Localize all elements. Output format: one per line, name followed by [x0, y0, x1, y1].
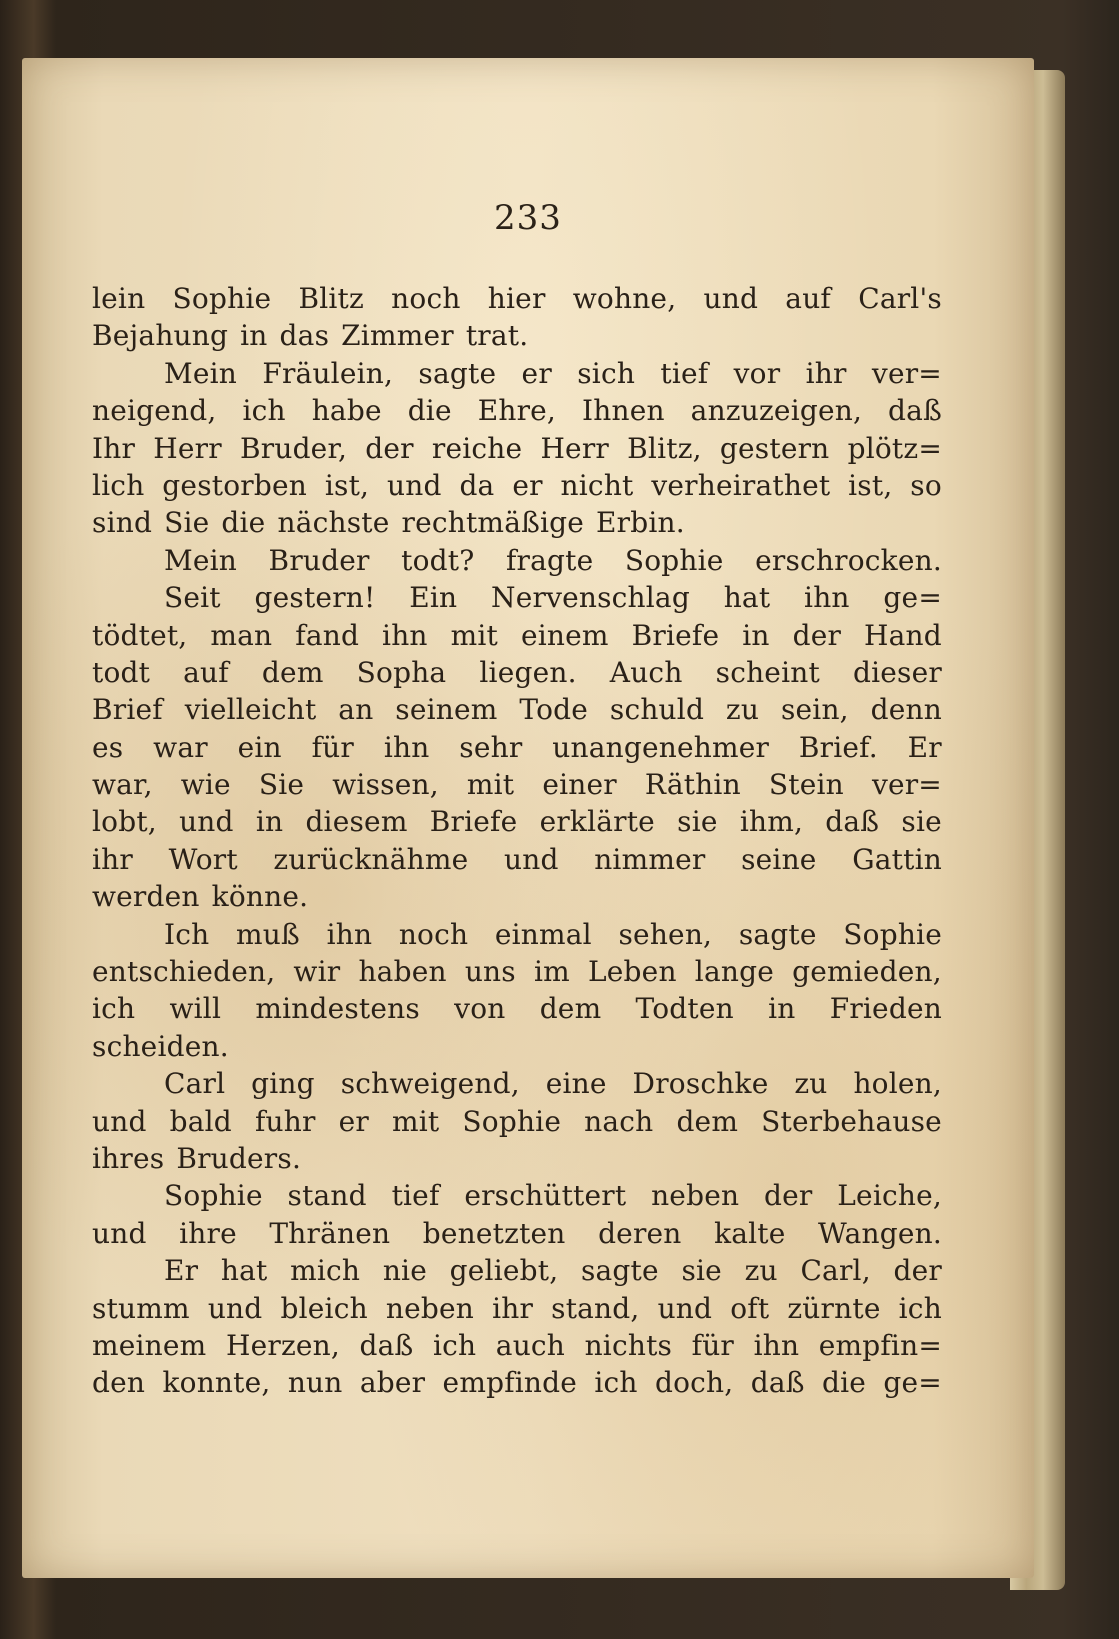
- word: verheirathet: [651, 468, 831, 502]
- word: neben: [651, 1179, 740, 1213]
- text-line: [92, 317, 942, 354]
- word: Ein: [409, 581, 458, 615]
- word: deren: [598, 1216, 682, 1250]
- word: nicht: [560, 468, 634, 502]
- word: sie: [681, 1254, 722, 1288]
- text-line: [92, 691, 942, 728]
- word: mit: [392, 1104, 440, 1138]
- word: benetzten: [422, 1216, 566, 1250]
- word: nichts: [584, 1328, 673, 1362]
- text-line: [92, 1028, 942, 1065]
- word: nun: [287, 1366, 343, 1400]
- word: gestern!: [254, 581, 376, 615]
- word: ihr: [805, 356, 847, 390]
- word: Brief: [92, 693, 163, 727]
- word: daß: [359, 1328, 414, 1362]
- word: Ihr: [92, 431, 136, 465]
- word: Carl,: [800, 1254, 871, 1288]
- word: es: [92, 730, 124, 764]
- word: und: [207, 1291, 263, 1325]
- word: Er: [164, 1254, 199, 1288]
- text-line: [92, 1364, 942, 1401]
- word: und: [503, 842, 559, 876]
- word: Nervenschlag: [491, 581, 690, 615]
- word: plötz=: [847, 431, 942, 465]
- book-page: [22, 58, 1034, 1578]
- text-line: [92, 392, 942, 429]
- word: Herzen,: [225, 1328, 340, 1362]
- word: gestern: [719, 431, 830, 465]
- word: geliebt,: [449, 1254, 559, 1288]
- word: ist,: [848, 468, 893, 502]
- word: ihn: [382, 618, 428, 652]
- word: tief: [391, 1179, 440, 1213]
- word: Carl: [164, 1067, 226, 1101]
- word: er: [512, 468, 543, 502]
- word: nie: [382, 1254, 427, 1288]
- word: Carl's: [858, 282, 942, 315]
- word: in: [255, 805, 284, 839]
- word: kalte: [714, 1216, 786, 1250]
- word: trat.: [465, 319, 529, 353]
- word: erklärte: [539, 805, 655, 839]
- word: ihr: [492, 1291, 534, 1325]
- word: er: [521, 356, 552, 390]
- text-line: [92, 1327, 942, 1364]
- text-line: [92, 1140, 942, 1177]
- word: und: [92, 1104, 147, 1138]
- word: seine: [741, 842, 817, 876]
- word: denn: [870, 693, 942, 727]
- word: Blitz,: [627, 431, 702, 465]
- word: Sophie: [843, 917, 942, 951]
- word: ihn: [753, 1328, 800, 1362]
- word: ihn: [383, 730, 430, 764]
- word: einer: [542, 768, 617, 802]
- word: sie: [677, 805, 718, 839]
- word: Thränen: [269, 1216, 391, 1250]
- word: vor: [733, 356, 781, 390]
- word: dem: [261, 655, 324, 689]
- word: Stein: [768, 768, 844, 802]
- word: das: [279, 319, 330, 353]
- word: lobt,: [92, 805, 157, 839]
- word: Sophie: [624, 543, 724, 577]
- text-line: [92, 579, 942, 616]
- word: Gattin: [852, 842, 942, 876]
- word: Todten: [635, 992, 734, 1026]
- word: empfin=: [818, 1328, 942, 1362]
- text-line: [92, 504, 942, 541]
- word: tief: [660, 356, 709, 390]
- word: lich: [92, 468, 145, 502]
- word: hat: [723, 581, 771, 615]
- word: noch: [398, 917, 469, 951]
- word: uns: [464, 955, 516, 989]
- word: und: [386, 468, 442, 502]
- text-line: [92, 1103, 942, 1140]
- word: dem: [539, 992, 602, 1026]
- text-line: [92, 803, 942, 840]
- word: Sophie: [462, 1104, 562, 1138]
- word: sagte: [580, 1254, 659, 1288]
- word: hier: [487, 282, 546, 315]
- word: Mein: [164, 356, 238, 390]
- word: auch: [495, 1328, 566, 1362]
- word: Bruder,: [239, 431, 348, 465]
- word: wissen,: [332, 768, 439, 802]
- word: Frieden: [829, 992, 942, 1026]
- word: in: [768, 992, 796, 1026]
- word: ver=: [871, 356, 942, 390]
- word: ge=: [883, 1366, 942, 1400]
- word: Zimmer: [341, 319, 454, 353]
- word: konnte,: [162, 1366, 271, 1400]
- word: daß: [888, 394, 942, 428]
- word: die: [407, 394, 452, 428]
- word: neigend,: [92, 394, 217, 428]
- word: ich: [594, 1366, 638, 1400]
- word: ihm,: [739, 805, 804, 839]
- word: seinem: [395, 693, 498, 727]
- word: Leben: [587, 955, 677, 989]
- word: Räthin: [644, 768, 741, 802]
- word: auf: [183, 655, 229, 689]
- word: will: [169, 992, 222, 1026]
- word: oft: [730, 1291, 770, 1325]
- word: mit: [450, 618, 498, 652]
- word: zürnte: [787, 1291, 881, 1325]
- word: dem: [676, 1104, 739, 1138]
- word: Ihnen: [581, 394, 665, 428]
- word: nimmer: [594, 842, 706, 876]
- word: daß: [825, 805, 880, 839]
- text-line: [92, 467, 942, 504]
- word: sein,: [780, 693, 849, 727]
- text-line: [92, 280, 942, 317]
- text-line: [92, 841, 942, 878]
- word: Briefe: [631, 618, 720, 652]
- word: gestorben: [162, 468, 307, 502]
- text-line: [92, 916, 942, 953]
- text-line: [92, 878, 942, 915]
- word: Bruders.: [176, 1141, 302, 1175]
- word: von: [454, 992, 506, 1026]
- word: war,: [92, 768, 153, 802]
- word: wir: [293, 955, 341, 989]
- word: mindestens: [255, 992, 420, 1026]
- word: sehen,: [618, 917, 713, 951]
- word: aber: [359, 1366, 426, 1400]
- word: doch,: [654, 1366, 734, 1400]
- word: mit: [466, 768, 515, 802]
- text-line: [92, 766, 942, 803]
- text-line: [92, 1177, 942, 1214]
- word: und: [179, 805, 234, 839]
- word: zu: [725, 693, 760, 727]
- word: reiche: [431, 431, 523, 465]
- word: anzuzeigen,: [690, 394, 863, 428]
- word: für: [311, 730, 354, 764]
- text-line: [92, 542, 942, 579]
- word: könne.: [211, 880, 309, 914]
- word: sagte: [738, 917, 817, 951]
- word: ging: [251, 1067, 315, 1101]
- word: ein: [237, 730, 282, 764]
- word: stand: [287, 1179, 367, 1213]
- word: ist,: [324, 468, 370, 502]
- word: bleich: [280, 1291, 368, 1325]
- text-line: [92, 355, 942, 392]
- text-line: [92, 654, 942, 691]
- word: und: [92, 1216, 147, 1250]
- word: einem: [520, 618, 609, 652]
- word: nach: [584, 1104, 654, 1138]
- word: Bejahung: [92, 319, 229, 353]
- word: da: [459, 468, 495, 502]
- word: stumm: [92, 1291, 190, 1325]
- word: nächste: [277, 506, 390, 540]
- word: er: [338, 1104, 369, 1138]
- word: sagte: [418, 356, 497, 390]
- word: stand,: [551, 1291, 640, 1325]
- word: für: [691, 1328, 735, 1362]
- text-line: [92, 1290, 942, 1327]
- word: Seit: [164, 581, 221, 615]
- word: todt?: [401, 543, 475, 577]
- word: einmal: [494, 917, 592, 951]
- word: Sophie: [164, 1179, 263, 1213]
- word: Leiche,: [837, 1179, 942, 1213]
- word: Tode: [519, 693, 589, 727]
- word: Sterbehause: [761, 1104, 942, 1138]
- text-line: [92, 729, 942, 766]
- word: neben: [385, 1291, 475, 1325]
- word: Erbin.: [596, 506, 685, 540]
- word: zurücknähme: [273, 842, 469, 876]
- word: Ich: [164, 917, 210, 951]
- word: unangenehmer: [552, 730, 770, 764]
- word: hat: [220, 1254, 268, 1288]
- word: daß: [750, 1366, 805, 1400]
- text-line: [92, 617, 942, 654]
- word: die: [221, 506, 266, 540]
- word: Ehre,: [477, 394, 557, 428]
- word: den: [92, 1366, 146, 1400]
- word: Mein: [164, 543, 238, 577]
- word: ver=: [871, 768, 942, 802]
- word: erschrocken.: [755, 543, 942, 577]
- word: Sopha: [356, 655, 447, 689]
- word: der: [764, 1179, 813, 1213]
- word: empfinde: [442, 1366, 578, 1400]
- word: sind: [92, 506, 153, 540]
- word: ich: [898, 1291, 942, 1325]
- word: holen,: [853, 1067, 942, 1101]
- word: Wort: [168, 842, 238, 876]
- word: im: [533, 955, 570, 989]
- page-text: [92, 280, 942, 1402]
- word: ihre: [179, 1216, 237, 1250]
- word: Er: [907, 730, 942, 764]
- word: rechtmäßige: [401, 506, 585, 540]
- word: Wangen.: [818, 1216, 942, 1250]
- word: erschüttert: [464, 1179, 627, 1213]
- word: wie: [180, 768, 231, 802]
- word: ich: [432, 1328, 477, 1362]
- word: Sie: [258, 768, 305, 802]
- word: habe: [311, 394, 382, 428]
- word: werden: [92, 880, 200, 914]
- text-line: [92, 1065, 942, 1102]
- word: mich: [290, 1254, 361, 1288]
- word: Auch: [609, 655, 683, 689]
- word: noch: [391, 282, 461, 315]
- word: gemieden,: [792, 955, 942, 989]
- word: scheint: [715, 655, 820, 689]
- word: fragte: [505, 543, 594, 577]
- word: zu: [794, 1067, 828, 1101]
- word: sie: [901, 805, 942, 839]
- word: zu: [744, 1254, 778, 1288]
- word: eine: [545, 1067, 607, 1101]
- word: Bruder: [268, 543, 370, 577]
- word: fand: [295, 618, 360, 652]
- word: lein: [92, 282, 146, 315]
- word: bald: [169, 1104, 232, 1138]
- word: der: [893, 1254, 942, 1288]
- word: ihn: [804, 581, 850, 615]
- word: in: [240, 319, 268, 353]
- word: ich: [92, 992, 136, 1026]
- word: die: [821, 1366, 867, 1400]
- word: in: [742, 618, 770, 652]
- word: man: [210, 618, 273, 652]
- word: Blitz: [298, 282, 364, 315]
- word: Briefe: [429, 805, 518, 839]
- text-line: [92, 990, 942, 1027]
- word: liegen.: [479, 655, 577, 689]
- word: dieser: [852, 655, 942, 689]
- word: vielleicht: [184, 693, 317, 727]
- word: auf: [785, 282, 831, 315]
- word: Herr: [153, 431, 222, 465]
- word: sich: [577, 356, 636, 390]
- text-line: [92, 953, 942, 990]
- word: entschieden,: [92, 955, 276, 989]
- word: sehr: [459, 730, 523, 764]
- word: ge=: [883, 581, 942, 615]
- word: Herr: [540, 431, 609, 465]
- word: haben: [358, 955, 447, 989]
- page-number: 233: [494, 198, 562, 238]
- word: Droschke: [632, 1067, 769, 1101]
- word: Hand: [864, 618, 942, 652]
- word: und: [703, 282, 759, 315]
- word: scheiden.: [92, 1029, 229, 1063]
- word: wohne,: [572, 282, 677, 315]
- word: meinem: [92, 1328, 207, 1362]
- word: fuhr: [254, 1104, 316, 1138]
- word: todt: [92, 655, 151, 689]
- word: an: [338, 693, 374, 727]
- word: lange: [694, 955, 774, 989]
- word: und: [657, 1291, 713, 1325]
- word: tödtet,: [92, 618, 188, 652]
- word: Sie: [164, 506, 210, 540]
- word: muß: [236, 917, 300, 951]
- word: Brief.: [798, 730, 878, 764]
- word: ihn: [326, 917, 373, 951]
- word: der: [365, 431, 414, 465]
- word: ihr: [92, 842, 133, 876]
- word: ich: [242, 394, 286, 428]
- word: so: [910, 468, 942, 502]
- word: schuld: [609, 693, 705, 727]
- word: Sophie: [172, 282, 272, 315]
- word: ihres: [92, 1141, 165, 1175]
- word: Fräulein,: [262, 356, 394, 390]
- word: der: [792, 618, 842, 652]
- text-line: [92, 1215, 942, 1252]
- word: diesem: [305, 805, 408, 839]
- text-line: [92, 1252, 942, 1289]
- text-line: [92, 430, 942, 467]
- word: schweigend,: [340, 1067, 520, 1101]
- word: war: [153, 730, 208, 764]
